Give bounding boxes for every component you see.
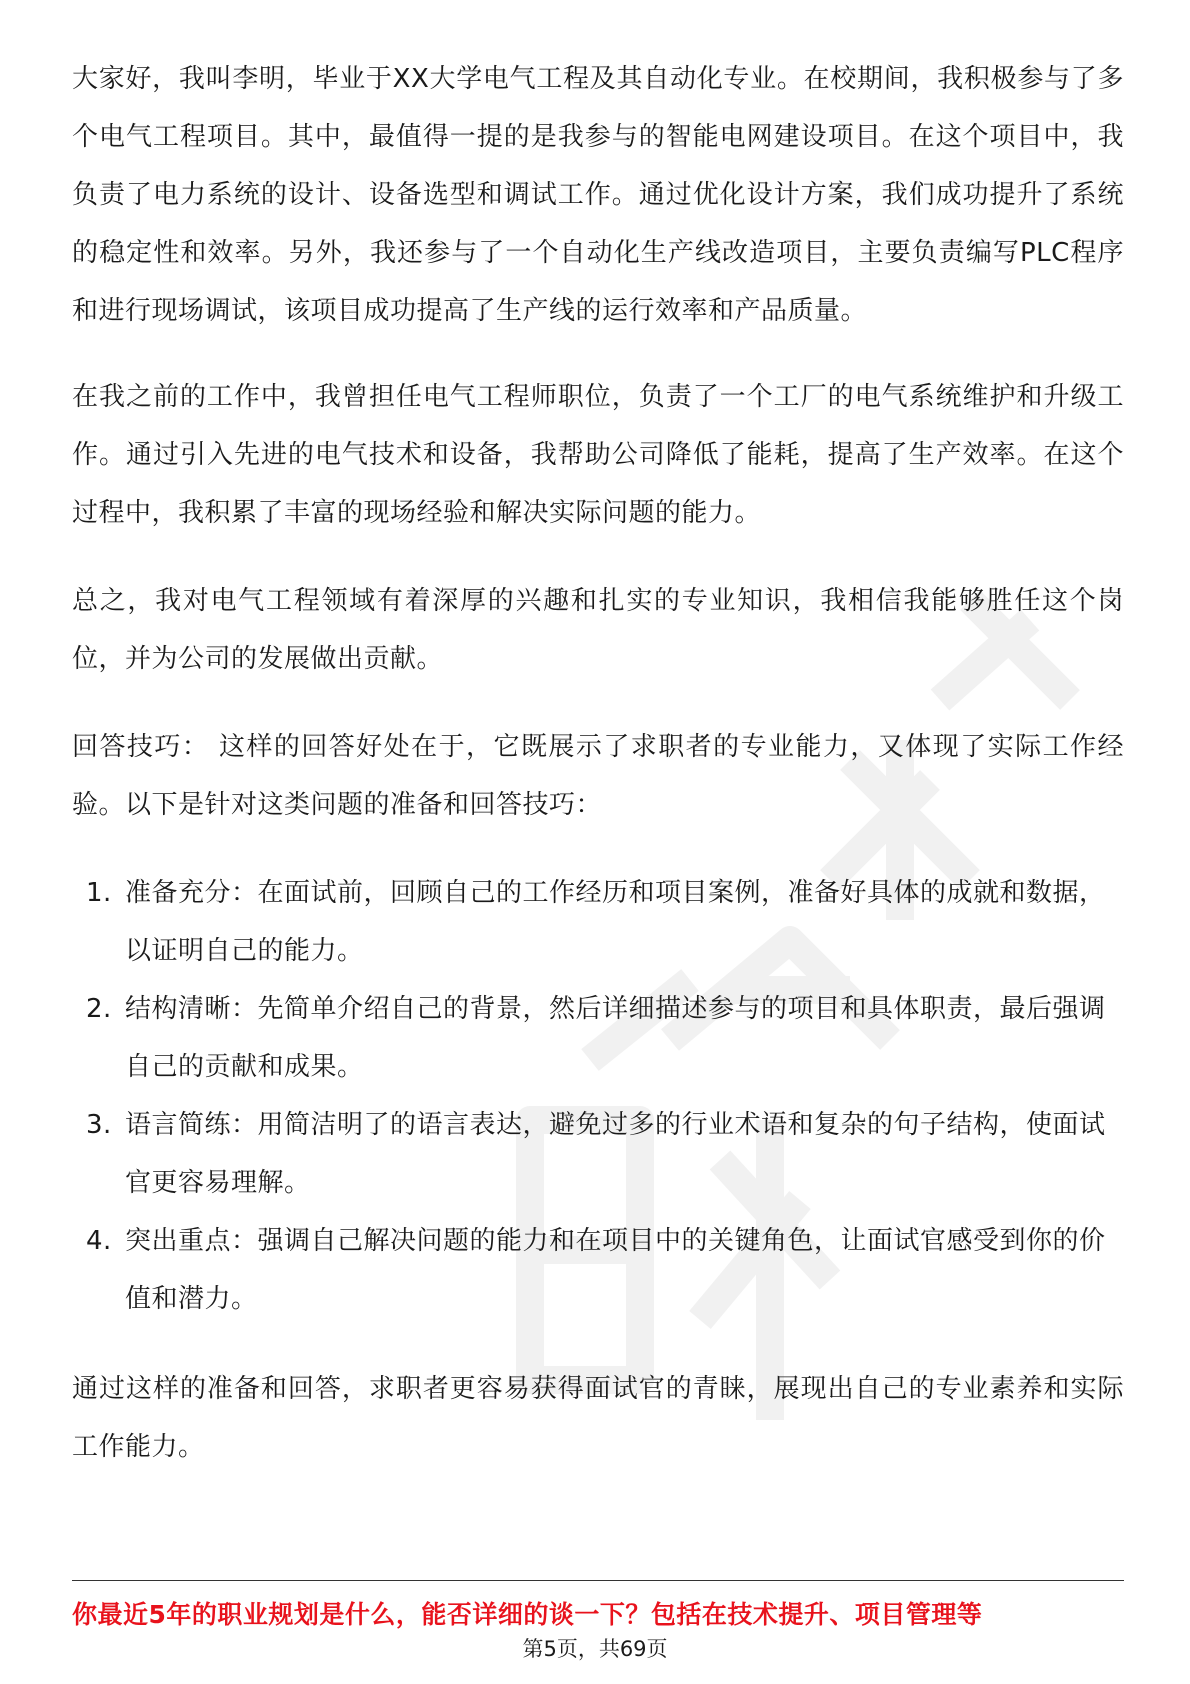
list-item-number: 3. (86, 1110, 112, 1140)
next-question-heading: 你最近5年的职业规划是什么，能否详细的谈一下？包括在技术提升、项目管理等 (72, 1600, 983, 1629)
page-number: 第5页，共69页 (522, 1637, 668, 1661)
list-item-text: 语言简练：用简洁明了的语言表达，避免过多的行业术语和复杂的句子结构，使面试官更容易理解。 (125, 1110, 1106, 1198)
list-item-text: 结构清晰：先简单介绍自己的背景，然后详细描述参与的项目和具体职责，最后强调自己的贡献和成果。 (125, 994, 1106, 1082)
list-item (72, 1212, 1124, 1328)
list-item-number: 4. (86, 1226, 112, 1256)
list-item-text: 准备充分：在面试前，回顾自己的工作经历和项目案例，准备好具体的成就和数据，以证明自己的能力。 (125, 878, 1106, 966)
list-item-text: 突出重点：强调自己解决问题的能力和在项目中的关键角色，让面试官感受到你的价值和潜力。 (125, 1226, 1106, 1314)
paragraph-closing: 通过这样的准备和回答，求职者更容易获得面试官的青睐，展现出自己的专业素养和实际工作能力。 (72, 1374, 1124, 1462)
paragraph-summary: 总之，我对电气工程领域有着深厚的兴趣和扎实的专业知识，我相信我能够胜任这个岗位，并为公司的发展做出贡献。 (72, 586, 1124, 674)
paragraph-answer-tips: 回答技巧： 这样的回答好处在于，它既展示了求职者的专业能力，又体现了实际工作经验。以下是针对这类问题的准备和回答技巧： (72, 732, 1124, 820)
list-item-number: 2. (86, 994, 112, 1024)
list-item (72, 1096, 1124, 1212)
document-body (72, 50, 1124, 1506)
list-item-number: 1. (86, 878, 112, 908)
paragraph-intro: 大家好，我叫李明，毕业于XX大学电气工程及其自动化专业。在校期间，我积极参与了多个电气工程项目。其中，最值得一提的是我参与的智能电网建设项目。在这个项目中，我负责了电力系统的设计、设备选型和调试工作。通过优化设计方案，我们成功提升了系统的稳定性和效率。另外，我还参与了一个自动化生产线改造项目，主要负责编写PLC程序和进行现场调试，该项目成功提高了生产线的运行效率和产品质量。 (72, 64, 1124, 326)
section-divider (72, 1580, 1124, 1581)
list-item (72, 980, 1124, 1096)
paragraph-work-experience: 在我之前的工作中，我曾担任电气工程师职位，负责了一个工厂的电气系统维护和升级工作。通过引入先进的电气技术和设备，我帮助公司降低了能耗，提高了生产效率。在这个过程中，我积累了丰富的现场经验和解决实际问题的能力。 (72, 382, 1124, 528)
tips-list (72, 864, 1124, 1328)
list-item (72, 864, 1124, 980)
